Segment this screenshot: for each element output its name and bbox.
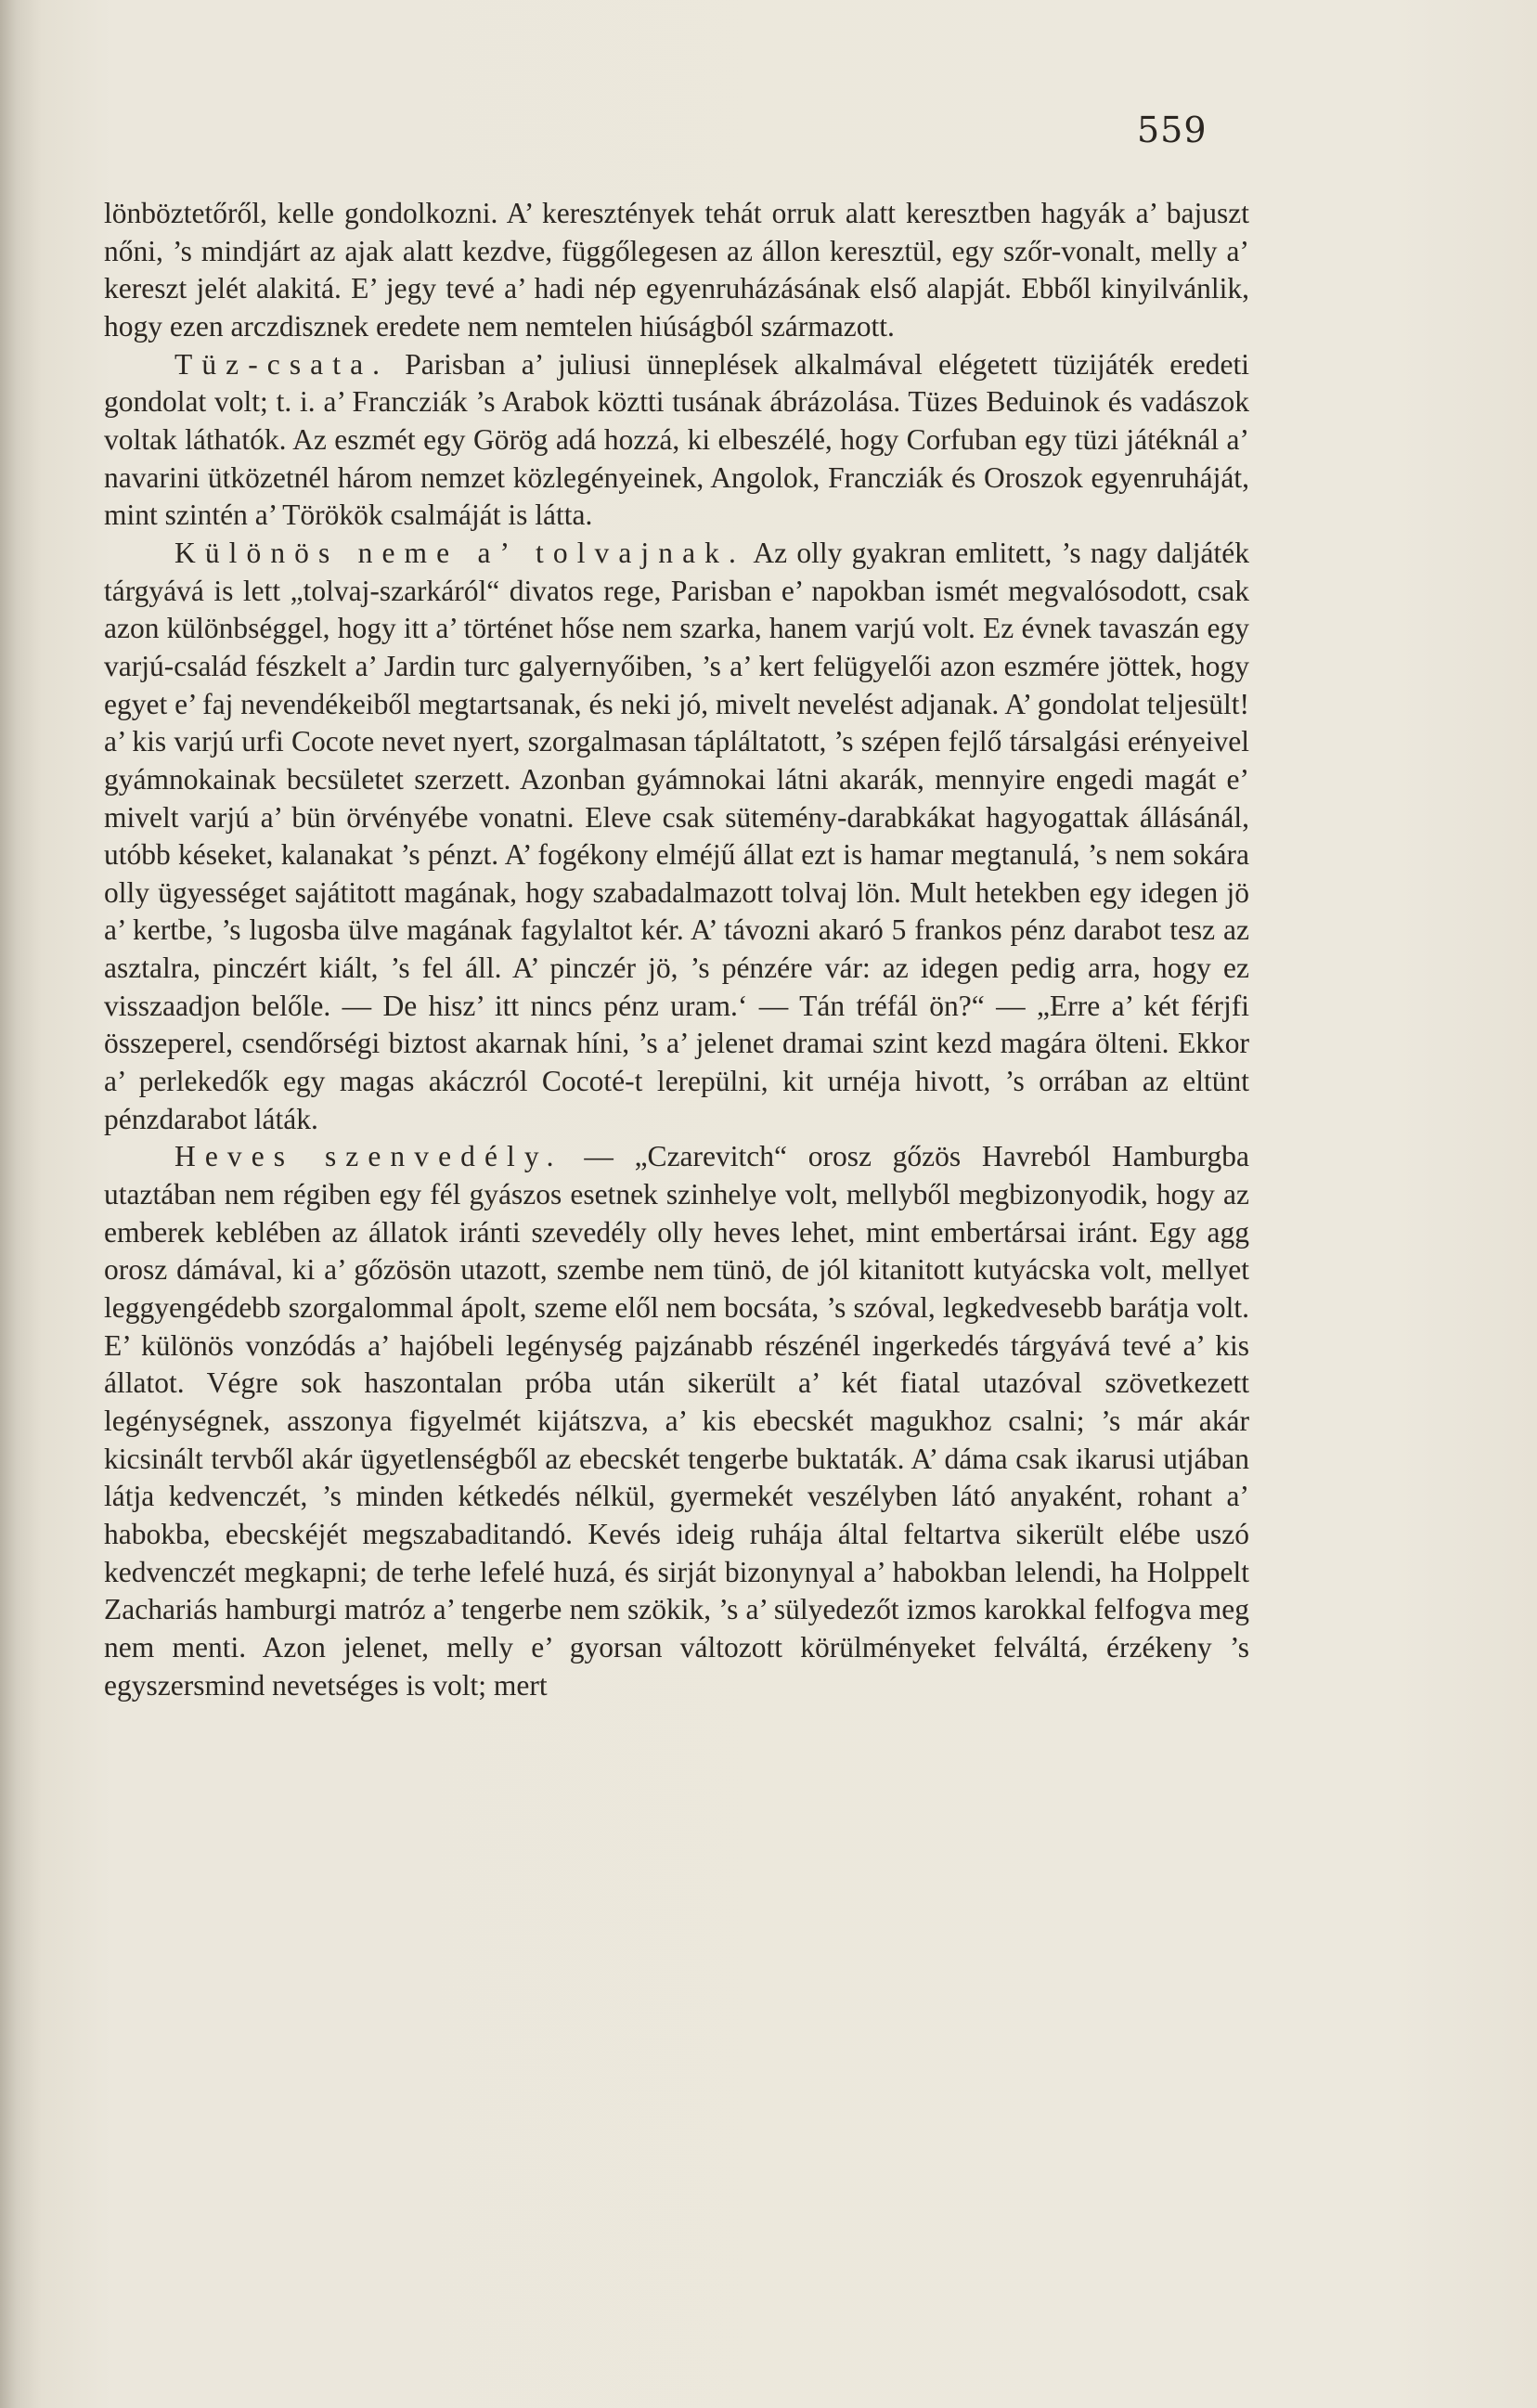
- page-number: 559: [1137, 110, 1208, 150]
- paragraph-text: Az olly gyakran emlitett, ’s nagy daljáték tárgyává is lett „tolvaj-szarkáról“ divatos rege, Parisban e’ napokban ismét megvalósodott, csak azon különbséggel, hogy itt a’ történet hőse nem szarka, hanem varjú volt. Ez évnek tavaszán egy varjú-család fészkelt a’ Jardin turc galyernyőiben, ’s a’ kert felügyelői azon eszmére jöttek, hogy egyet e’ faj nevendékeiből megtartsanak, és neki jó, mivelt nevelést adjanak. A’ gondolat teljesült! a’ kis varjú urfi Cocote nevet nyert, szorgalmasan tápláltatott, ’s szépen fejlő társalgási erényeivel gyámnokainak becsületet szerzett. Azonban gyámnokai látni akarák, mennyire engedi magát e’ mivelt varjú a’ bün örvényébe vonatni. Eleve csak sütemény-darabkákat hagyogattak állásánál, utóbb késeket, kalanakat ’s pénzt. A’ fogékony elméjű állat ezt is hamar megtanulá, ’s nem sokára olly ügyességet sajátitott magának, hogy szabadalmazott tolvaj lön. Mult hetekben egy idegen jö a’ kertbe, ’s lugosba ülve magának fagylaltot kér. A’ távozni akaró 5 frankos pénz darabot tesz az asztalra, pinczért kiált, ’s fel áll. A’ pinczér jö, ’s pénzére vár: az idegen pedig arra, hogy ez visszaadjon belőle. — De hisz’ itt nincs pénz uram.‘ — Tán tréfál ön?“ — „Erre a’ két férjfi összeperel, csendőrségi biztost akarnak híni, ’s a’ jelenet dramai szint kezd magára ölteni. Ekkor a’ perlekedők egy magas akáczról Cocoté-t lerepülni, kit urnéja hivott, ’s orrában az eltünt pénzdarabot láták.: [104, 536, 1249, 1135]
- body-text: [104, 195, 1249, 1704]
- paragraph-4: [104, 1138, 1249, 1704]
- section-heading-tuz-csata: Tüz-csata.: [174, 347, 390, 381]
- paragraph-2: [104, 346, 1249, 535]
- paragraph-3: [104, 535, 1249, 1139]
- section-heading-kulonos-neme: Különös neme a’ tolvajnak.: [174, 536, 745, 569]
- paragraph-text: — „Czarevitch“ orosz gőzös Havreból Hamburgba utaztában nem régiben egy fél gyászos esetnek szinhelye volt, mellyből megbizonyodik, hogy az emberek keblében az állatok iránti szevedély olly heves lehet, mint embertársai iránt. Egy agg orosz dámával, ki a’ gőzösön utazott, szembe nem tünö, de jól kitanitott kutyácska volt, mellyet leggyengédebb szorgalommal ápolt, szeme elől nem bocsáta, ’s szóval, legkedvesebb barátja volt. E’ különös vonzódás a’ hajóbeli legénység pajzánabb részénél ingerkedés tárgyává tevé a’ kis állatot. Végre sok haszontalan próba után sikerült a’ két fiatal utazóval szövetkezett legénységnek, asszonya figyelmét kijátszva, a’ kis ebecskét magukhoz csalni; ’s már akár kicsinált tervből akár ügyetlenségből az ebecskét tengerbe buktaták. A’ dáma csak ikarusi utjában látja kedvenczét, ’s minden kétkedés nélkül, gyermekét veszélyben látó anyaként, rohant a’ habokba, ebecskéjét megszabaditandó. Kevés ideig ruhája által feltartva sikerült elébe uszó kedvenczét megkapni; de terhe lefelé huzá, és sirját bizonynyal a’ habokban lelendi, ha Holppelt Zachariás hamburgi matróz a’ tengerbe nem szökik, ’s a’ sülyedezőt izmos karokkal felfogva meg nem menti. Azon jelenet, melly e’ gyorsan változott körülményeket felváltá, érzékeny ’s egyszersmind nevetséges is volt; mert: [104, 1140, 1249, 1702]
- paragraph-text: Parisban a’ juliusi ünneplések alkalmával elégetett tüzijáték eredeti gondolat volt; t. i. a’ Francziák ’s Arabok köztti tusának ábrázolása. Tüzes Beduinok és vadászok voltak láthatók. Az eszmét egy Görög adá hozzá, ki elbeszélé, hogy Corfuban egy tüzi játéknál a’ navarini ütközetnél három nemzet közlegényeinek, Angolok, Francziák és Oroszok egyenruháját, mint szintén a’ Törökök csalmáját is látta.: [104, 347, 1249, 532]
- paragraph-1: [104, 195, 1249, 346]
- section-heading-heves-szenvedely: Heves szenvedély.: [174, 1140, 563, 1173]
- paragraph-text: lönböztetőről, kelle gondolkozni. A’ keresztények tehát orruk alatt keresztben hagyák a’ bajuszt nőni, ’s mindjárt az ajak alatt kezdve, függőlegesen az állon keresztül, egy szőr-vonalt, melly a’ kereszt jelét alakitá. E’ jegy tevé a’ hadi nép egyenruházásának első alapját. Ebből kinyilvánlik, hogy ezen arczdisznek eredete nem nemtelen hiúságból származott.: [104, 197, 1249, 343]
